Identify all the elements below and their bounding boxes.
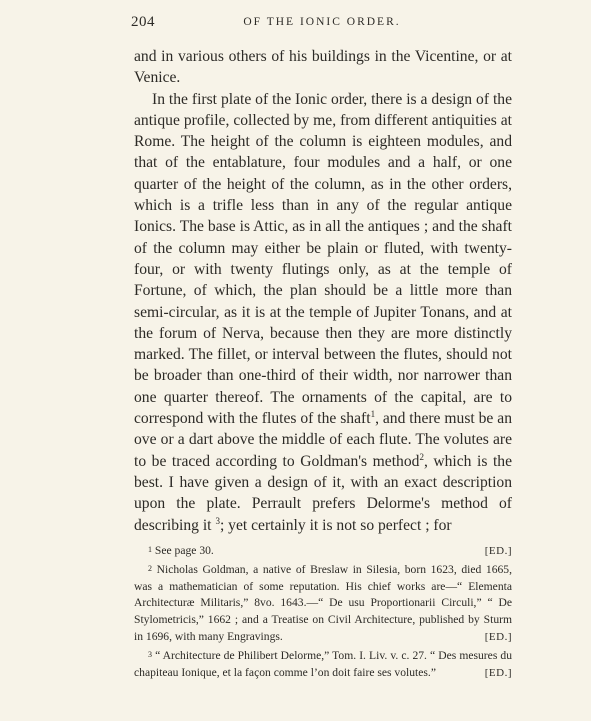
footnote-ref-3: 3 [215,515,220,526]
footnote-2 [134,562,512,646]
paragraph-text-part: ; yet certainly it is not so perfect ; for [219,516,452,534]
footnote-ref-1: 1 [370,408,376,419]
footnote-mark: 3 [148,649,152,659]
editor-mark: [ED.] [484,545,512,557]
paragraph-continuation: and in various others of his buildings in the Vicentine, or at Venice. [134,48,512,87]
footnote-ref-2: 2 [419,451,424,462]
paragraph-text-part: In the first plate of the Ionic order, there is a design of the antique profile, collected by me, from different antiquities at Rome. The height of the column is eighteen modules, and that of the entablature, four modules and a half, or one quarter of the height of the column, as in the other orders, which is a trifle less than in any of the regular antique Ionics. The base is Attic, as in all the antiques ; and the shaft of the column may either be plain or fluted, with twenty-four, or with twenty flutings only, as at the temple of Fortune, of which, the plan should be a little more than semi-circular, as it is at the temple of Jupiter Tonans, and at the forum of Nerva, because then they are more distinctly marked. The fillet, or interval between the flutes, should not be broader than one-third of their width, nor narrower than one quarter thereof. The ornaments of the capital, are to correspond with the flutes of the shaft [134,90,512,428]
footnote-3 [134,648,512,682]
footnotes [134,543,512,683]
page-header [131,14,513,34]
running-head: OF THE IONIC ORDER. [243,16,401,28]
body-text [134,46,512,536]
paragraph-ionic-plate [134,89,512,536]
page-number: 204 [131,14,155,30]
footnote-text: See page 30. [154,544,214,557]
footnote-text: “ Architecture de Philibert Delorme,” Tom. I. Liv. v. c. 27. “ Des mesures du chapiteau Ionique, et la façon comme l’on doit faire ses volutes.” [134,648,512,679]
paragraph-text-part: , which is the best. I have given a design of it, with an exact description upon the plate. Perrault prefers Delorme's method of describing it [134,452,512,534]
paragraph-text-part: , and there must be an ove or a dart above the middle of each flute. The volutes are to be traced according to Goldman's method [134,410,512,470]
footnote-mark: 1 [148,545,152,554]
footnote-mark: 2 [148,563,152,573]
editor-mark: [ED.] [484,666,512,679]
footnote-text: Nicholas Goldman, a native of Breslaw in Silesia, born 1623, died 1665, was a mathematician of some reputation. His chief works are—“ Elementa Architecturæ Militaris,” 8vo. 1643.—“ De usu Proportionarii Circuli,” “ De Stylometricis,” 1662 ; and a Treatise on Civil Architecture, published by Sturm in 1696, with many Engravings. [134,562,512,643]
footnote-1 [134,543,512,560]
editor-mark: [ED.] [484,630,512,643]
